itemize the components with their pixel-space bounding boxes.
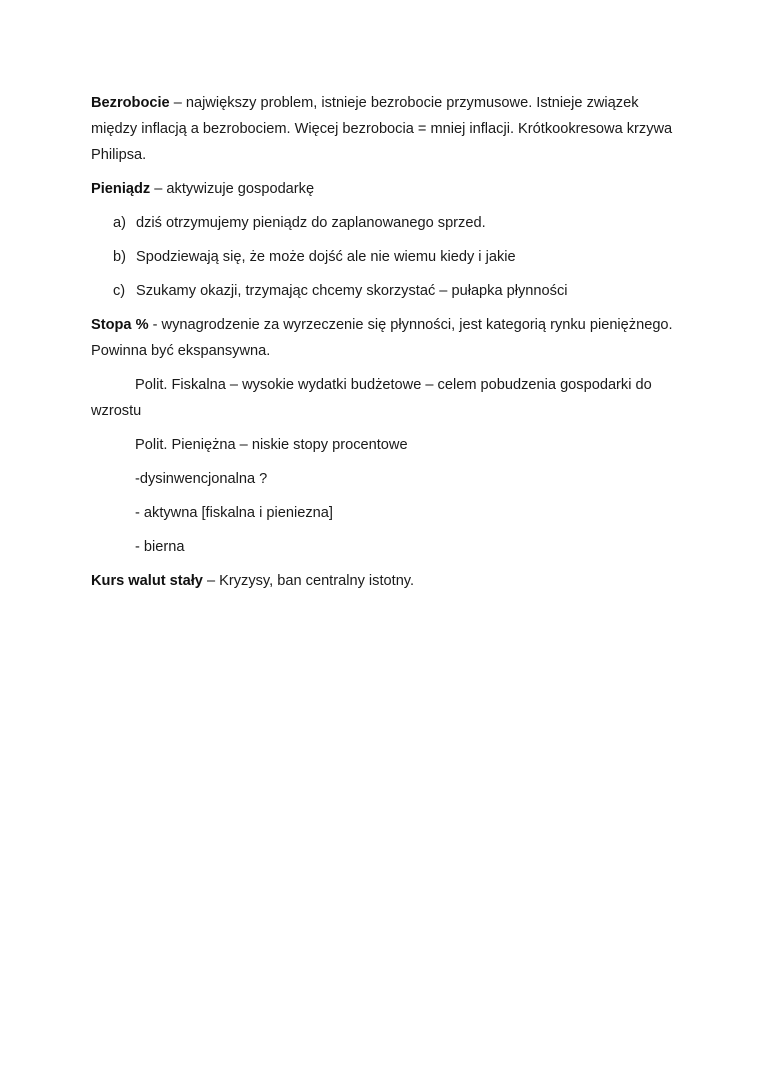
term-pieniadz: Pieniądz (91, 181, 151, 197)
paragraph-bezrobocie (91, 90, 681, 168)
line-polit-fiskalna: Polit. Fiskalna – wysokie wydatki budżetowe – celem pobudzenia gospodarki do wzrostu (91, 377, 652, 419)
paragraph-stopa (91, 312, 681, 364)
paragraph-kurs (91, 568, 681, 594)
pieniadz-list (91, 210, 681, 304)
list-marker: b) (113, 249, 126, 265)
list-item (91, 210, 681, 236)
paragraph-pieniadz (91, 176, 681, 202)
list-item-text: Szukamy okazji, trzymając chcemy skorzystać – pułapka płynności (136, 283, 568, 299)
term-bezrobocie: Bezrobocie (91, 95, 170, 111)
text-kurs: – Kryzysy, ban centralny istotny. (202, 573, 415, 589)
line-aktywna: - aktywna [fiskalna i pieniezna] (135, 505, 333, 521)
list-item (91, 244, 681, 270)
list-item-text: Spodziewają się, że może dojść ale nie wiemu kiedy i jakie (136, 249, 516, 265)
list-marker: a) (113, 215, 126, 231)
text-bezrobocie: – największy problem, istnieje bezrobocie przymusowe. Istnieje związek między inflacją a bezrobociem. Więcej bezrobocia = mniej inflacji. Krótkookresowa krzywa Philipsa. (91, 95, 673, 163)
line-dysinwencjonalna: -dysinwencjonalna ? (135, 471, 268, 487)
list-item (91, 278, 681, 304)
line-polit-pieniezna: Polit. Pieniężna – niskie stopy procentowe (135, 437, 408, 453)
list-item-text: dziś otrzymujemy pieniądz do zaplanowanego sprzed. (136, 215, 486, 231)
list-marker: c) (113, 283, 126, 299)
text-stopa: - wynagrodzenie za wyrzeczenie się płynności, jest kategorią rynku pieniężnego. Powinna być ekspansywna. (91, 317, 673, 359)
text-pieniadz: – aktywizuje gospodarkę (150, 181, 315, 197)
line-bierna: - bierna (135, 539, 185, 555)
document-body (91, 90, 681, 602)
term-stopa: Stopa % (91, 317, 149, 333)
term-kurs: Kurs walut stały (91, 573, 203, 589)
